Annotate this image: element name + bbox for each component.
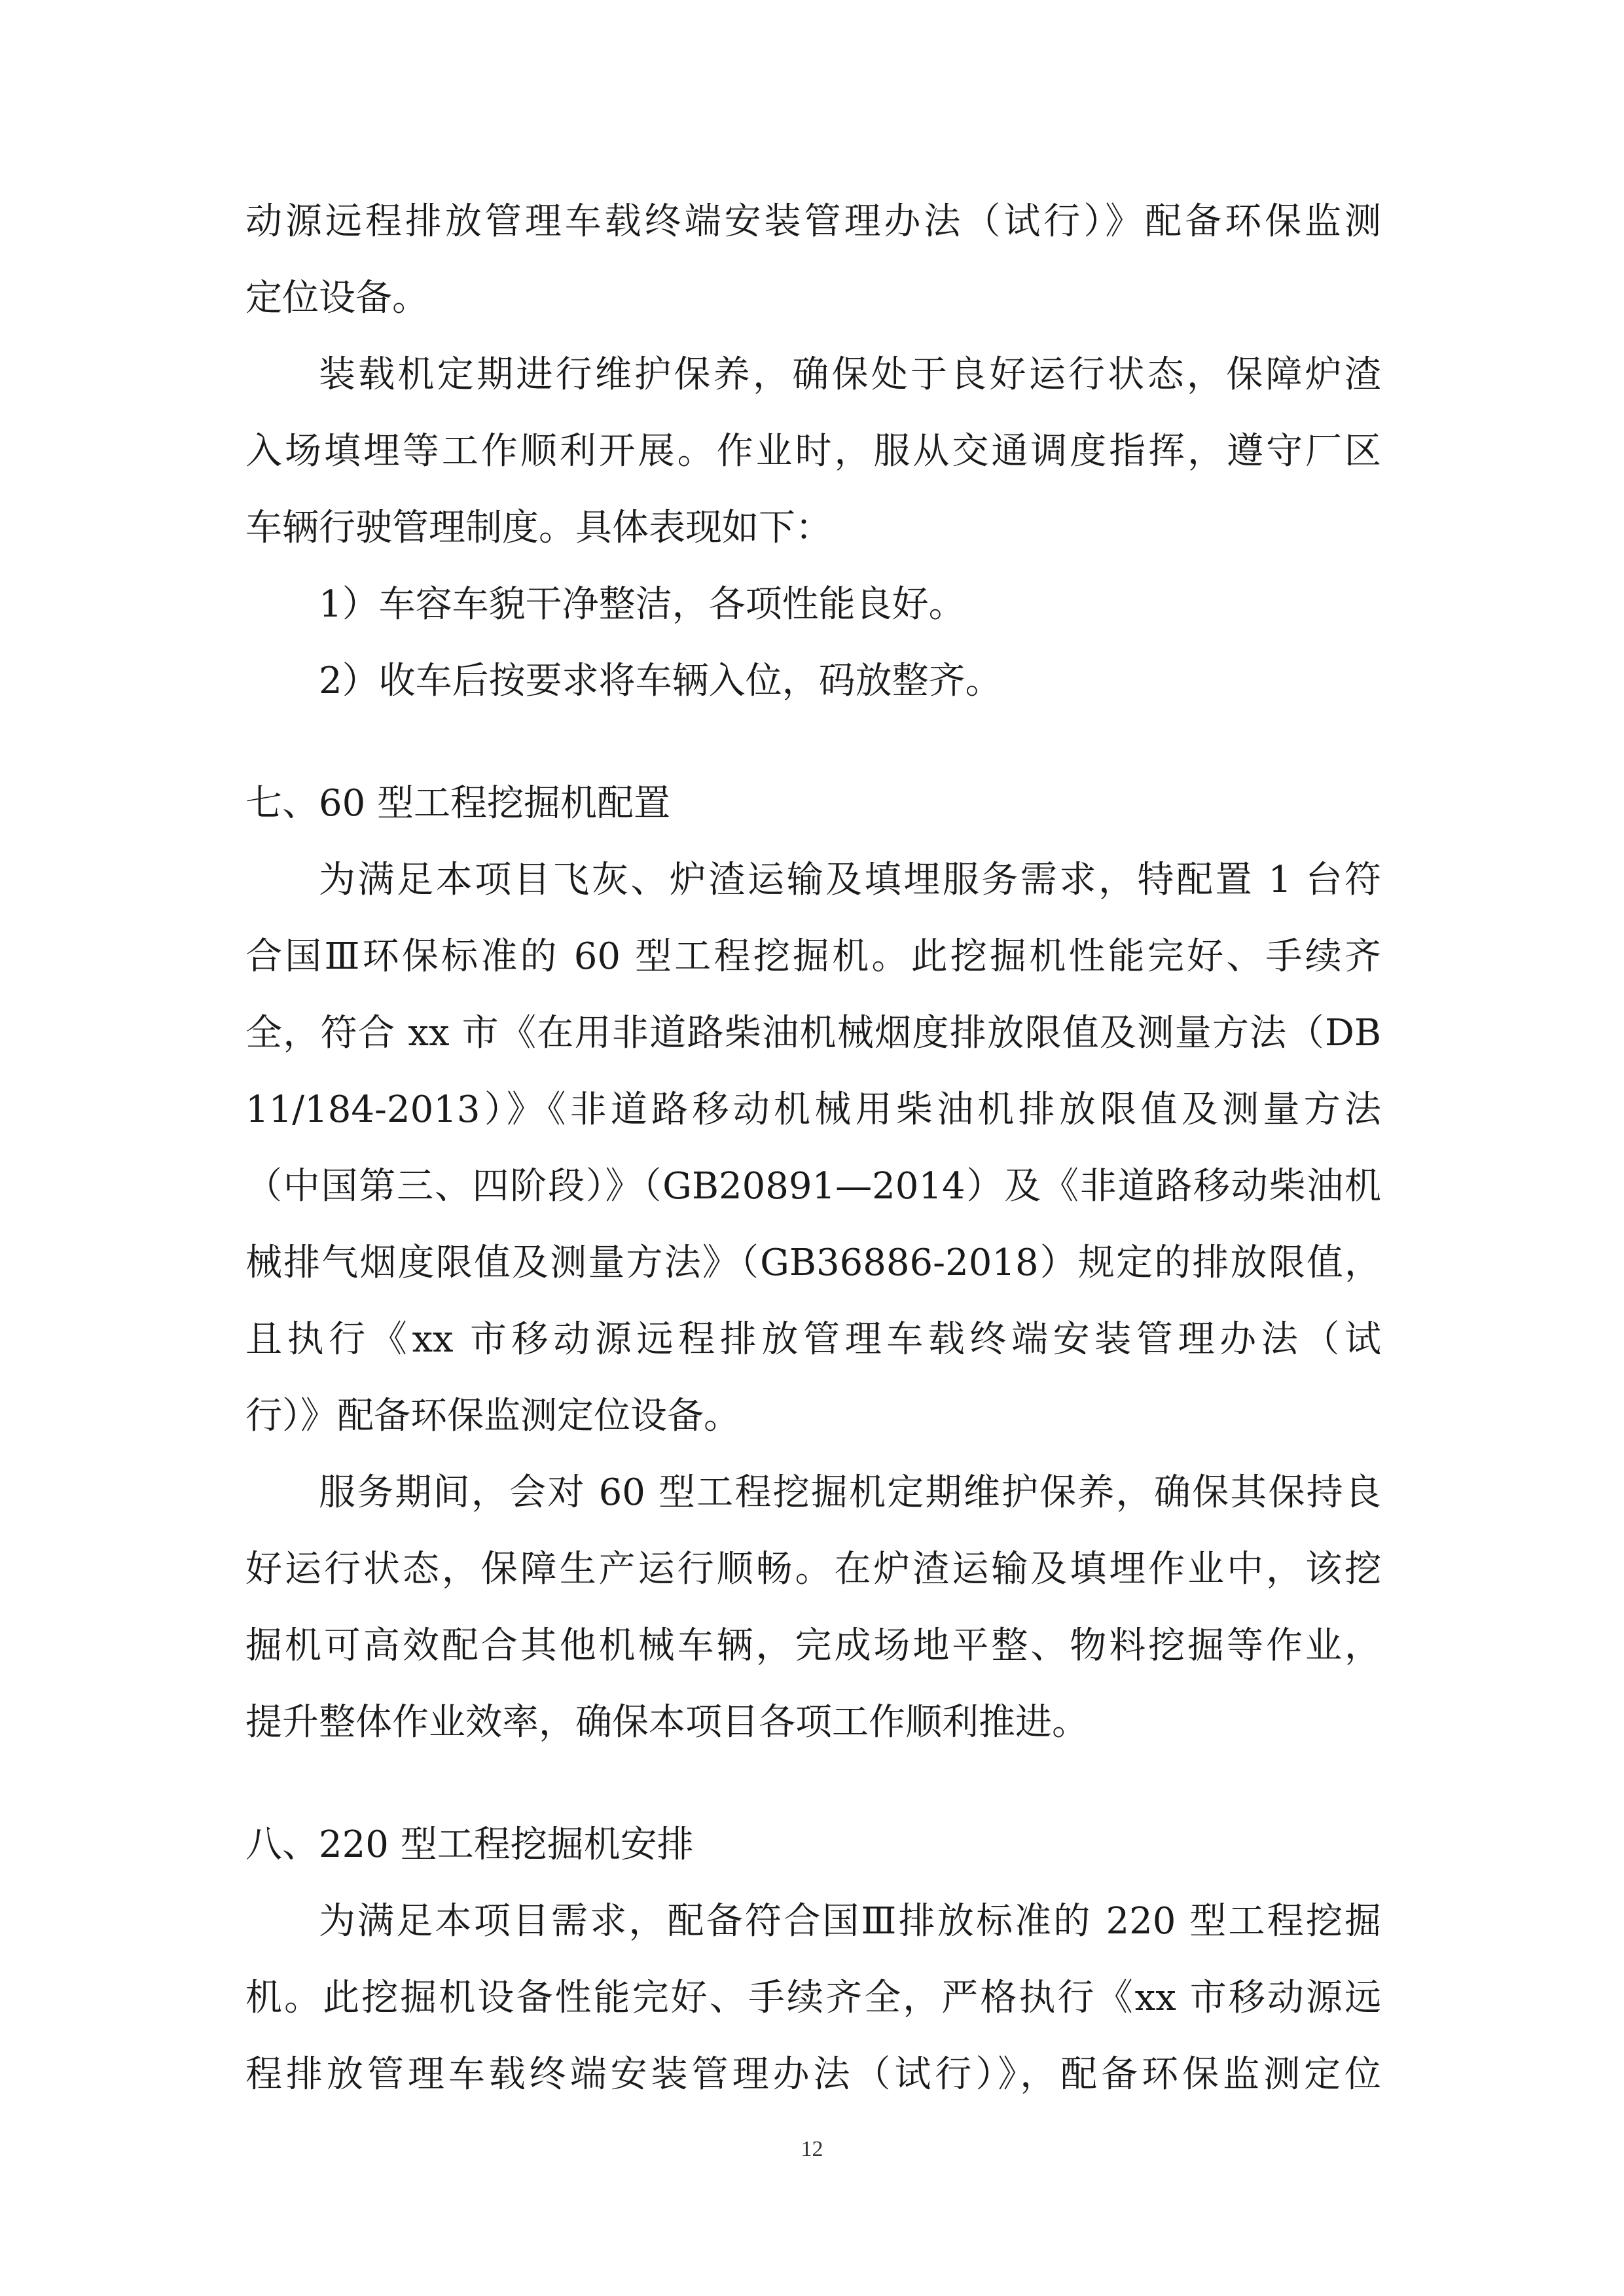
paragraph-line: 好运行状态，保障生产运行顺畅。在炉渣运输及填埋作业中，该挖 <box>245 1548 1381 1590</box>
paragraph-line: 提升整体作业效率，确保本项目各项工作顺利推进。 <box>245 1701 1089 1744</box>
page-number: 12 <box>801 2137 823 2161</box>
paragraph-line: 为满足本项目需求，配备符合国Ⅲ排放标准的 220 型工程挖掘 <box>319 1900 1381 1943</box>
paragraph-line: 合国Ⅲ环保标准的 60 型工程挖掘机。此挖掘机性能完好、手续齐 <box>245 935 1381 978</box>
requirement-list <box>245 566 1381 719</box>
paragraph-line: （中国第三、四阶段）》（GB20891—2014）及《非道路移动柴油机 <box>245 1165 1381 1208</box>
paragraph-line: 动源远程排放管理车载终端安装管理办法（试行）》配备环保监测 <box>245 200 1381 243</box>
paragraph-line: 行）》配备环保监测定位设备。 <box>245 1395 740 1437</box>
paragraph-line: 装载机定期进行维护保养，确保处于良好运行状态，保障炉渣 <box>319 353 1381 396</box>
list-item: 2）收车后按要求将车辆入位，码放整齐。 <box>319 660 1002 702</box>
paragraph-line: 定位设备。 <box>245 277 429 319</box>
maintenance-paragraph <box>245 336 1381 566</box>
paragraph-line: 入场填埋等工作顺利开展。作业时，服从交通调度指挥，遵守厂区 <box>245 430 1381 473</box>
section-gap <box>245 719 1381 765</box>
list-item: 1）车容车貌干净整洁，各项性能良好。 <box>319 583 965 626</box>
paragraph-line: 掘机可高效配合其他机械车辆，完成场地平整、物料挖掘等作业， <box>245 1624 1381 1667</box>
section-7-paragraph-1 <box>245 842 1381 1454</box>
section-gap <box>245 1761 1381 1806</box>
paragraph-line: 械排气烟度限值及测量方法》（GB36886-2018）规定的排放限值， <box>245 1242 1381 1284</box>
paragraph-line: 全，符合 xx 市《在用非道路柴油机械烟度排放限值及测量方法（DB <box>245 1012 1381 1054</box>
paragraph-line: 程排放管理车载终端安装管理办法（试行）》，配备环保监测定位 <box>245 2053 1381 2096</box>
paragraph-line: 11/184-2013）》《非道路移动机械用柴油机排放限值及测量方法 <box>245 1088 1381 1131</box>
section-8-paragraph-1 <box>245 1883 1381 2113</box>
paragraph-line: 机。此挖掘机设备性能完好、手续齐全，严格执行《xx 市移动源远 <box>245 1977 1381 2019</box>
continued-paragraph <box>245 183 1381 336</box>
section-heading-7: 七、60 型工程挖掘机配置 <box>245 782 671 825</box>
paragraph-line: 为满足本项目飞灰、炉渣运输及填埋服务需求，特配置 1 台符 <box>319 859 1381 901</box>
section-7-paragraph-2 <box>245 1454 1381 1761</box>
document-body <box>245 183 1381 2113</box>
section-heading-8: 八、220 型工程挖掘机安排 <box>245 1823 694 1866</box>
paragraph-line: 服务期间，会对 60 型工程挖掘机定期维护保养，确保其保持良 <box>319 1471 1381 1514</box>
paragraph-line: 车辆行驶管理制度。具体表现如下： <box>245 507 832 549</box>
paragraph-line: 且执行《xx 市移动源远程排放管理车载终端安装管理办法（试 <box>245 1318 1381 1361</box>
